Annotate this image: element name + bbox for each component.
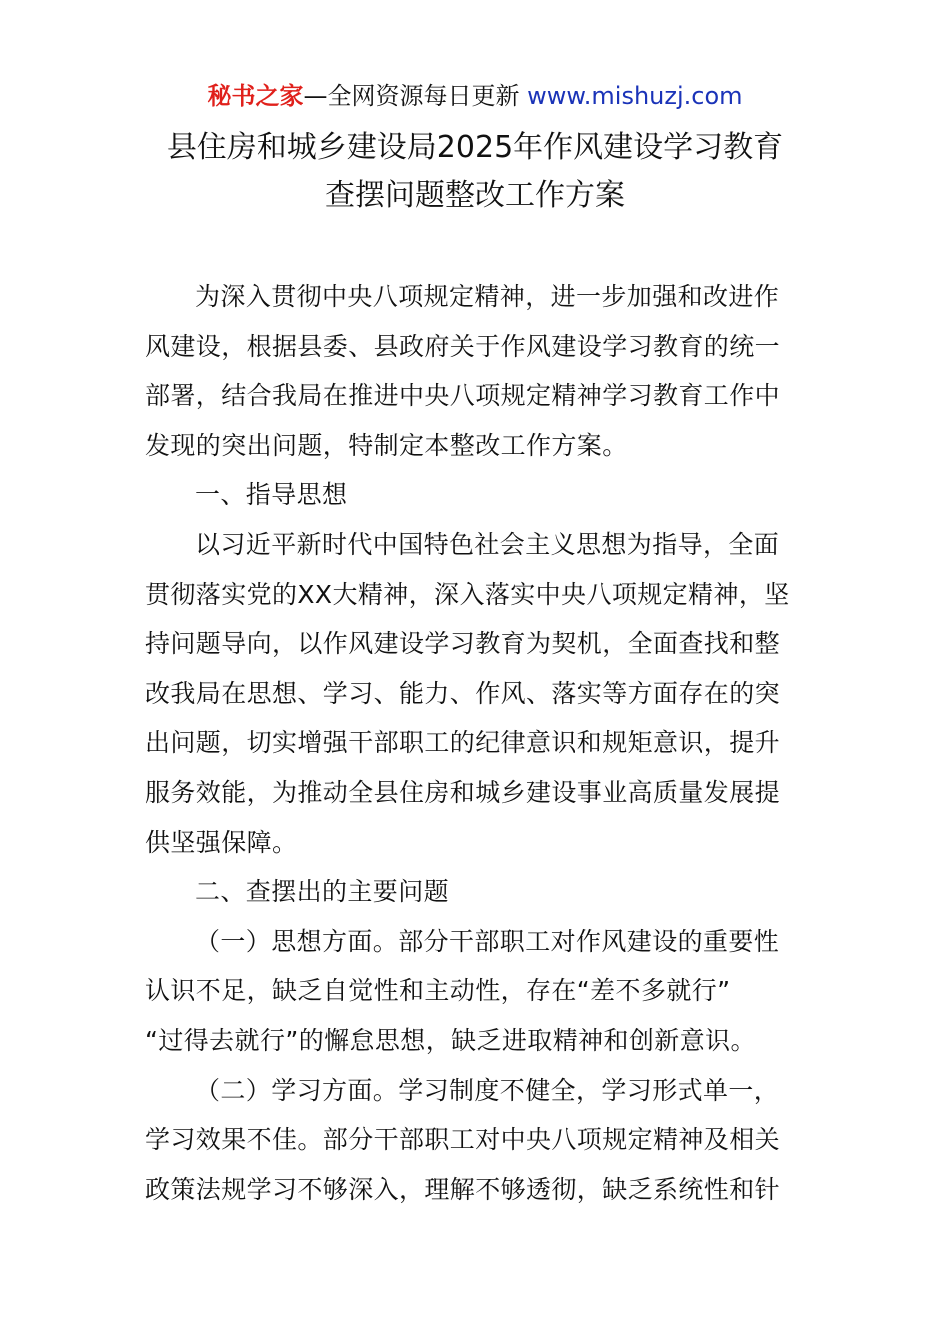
body-text-line: 一、指导思想 xyxy=(195,480,348,510)
body-text-line: 出问题，切实增强干部职工的纪律意识和规矩意识，提升 xyxy=(145,728,781,758)
body-text-line: 二、查摆出的主要问题 xyxy=(195,877,450,907)
body-text-line: 学习效果不佳。部分干部职工对中央八项规定精神及相关 xyxy=(145,1125,781,1155)
body-text-line: 风建设，根据县委、县政府关于作风建设学习教育的统一 xyxy=(145,331,781,361)
body-text-line: （一）思想方面。部分干部职工对作风建设的重要性 xyxy=(195,926,780,956)
body-text-line: 为深入贯彻中央八项规定精神，进一步加强和改进作 xyxy=(195,282,780,311)
body-text-line: “过得去就行”的懈怠思想，缺乏进取精神和创新意识。 xyxy=(145,1025,756,1055)
site-brand: 秘书之家 xyxy=(207,82,304,110)
body-text-line: 政策法规学习不够深入，理解不够透彻，缺乏系统性和针 xyxy=(145,1174,781,1204)
body-text-line: （二）学习方面。学习制度不健全，学习形式单一， xyxy=(195,1075,780,1105)
body-text-line: 持问题导向，以作风建设学习教育为契机，全面查找和整 xyxy=(145,629,781,659)
body-text-line: 以习近平新时代中国特色社会主义思想为指导，全面 xyxy=(195,529,780,559)
body-text-line: 认识不足，缺乏自觉性和主动性，存在“差不多就行” xyxy=(145,976,731,1006)
site-url-link[interactable]: www.mishuzj.com xyxy=(527,82,743,110)
body-text-line: 发现的突出问题，特制定本整改工作方案。 xyxy=(145,430,628,460)
body-text-line: 改我局在思想、学习、能力、作风、落实等方面存在的突 xyxy=(145,678,781,708)
site-header xyxy=(0,78,950,114)
body-text-line: 部署，结合我局在推进中央八项规定精神学习教育工作中 xyxy=(145,381,781,411)
document-body xyxy=(145,272,807,1214)
body-text-line: 贯彻落实党的XX大精神，深入落实中央八项规定精神，坚 xyxy=(145,579,790,609)
body-text-line: 供坚强保障。 xyxy=(145,827,298,857)
document-title-line-2: 查摆问题整改工作方案 xyxy=(325,178,625,213)
body-text-line: 服务效能，为推动全县住房和城乡建设事业高质量发展提 xyxy=(145,777,781,807)
site-slogan: —全网资源每日更新 xyxy=(303,82,528,110)
document-title-line-1: 县住房和城乡建设局2025年作风建设学习教育 xyxy=(166,130,784,165)
